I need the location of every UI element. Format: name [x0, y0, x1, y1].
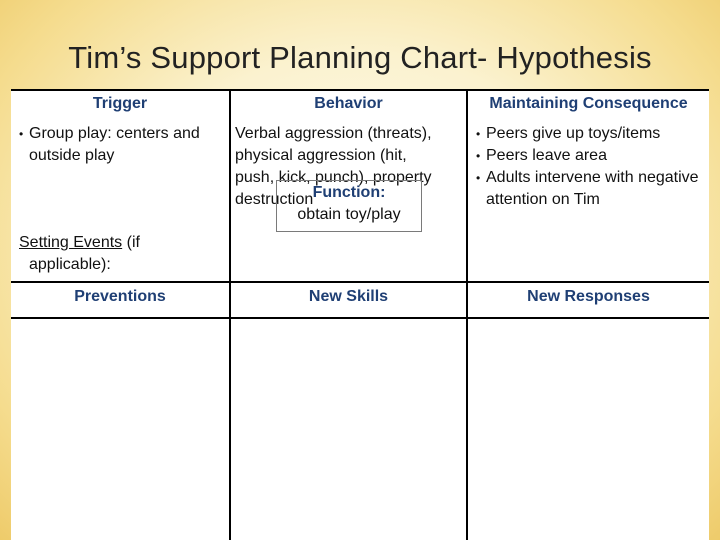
- header-maintaining-consequence: Maintaining Consequence: [489, 95, 688, 112]
- trigger-item-text: Group play: centers and outside play: [29, 125, 200, 164]
- header-preventions: Preventions: [74, 288, 166, 305]
- consequence-list: [476, 123, 706, 211]
- list-item: [476, 145, 706, 167]
- consequence-item-text: Adults intervene with negative attention on Tim: [486, 169, 699, 208]
- setting-events: [19, 232, 140, 276]
- setting-events-suffix: (if: [122, 234, 140, 251]
- table-divider-col-1: [229, 89, 231, 540]
- behavior-line: physical aggression (hit,: [235, 147, 407, 164]
- list-item: [19, 123, 219, 167]
- list-item: [476, 123, 706, 145]
- header-new-skills: New Skills: [308, 288, 389, 305]
- table-header-underline: [11, 317, 709, 319]
- function-value: obtain toy/play: [297, 206, 401, 223]
- setting-events-line2: applicable):: [29, 256, 111, 273]
- behavior-line: Verbal aggression (threats),: [235, 125, 432, 142]
- consequence-item-text: Peers give up toys/items: [486, 125, 661, 142]
- behavior-line: destruction: [235, 191, 314, 208]
- header-new-responses: New Responses: [527, 288, 650, 305]
- consequence-item-text: Peers leave area: [486, 147, 607, 164]
- header-behavior: Behavior: [314, 95, 383, 112]
- table-border-top: [11, 89, 709, 91]
- behavior-line: push, kick, punch), property: [235, 169, 432, 186]
- table-divider-col-2: [466, 89, 468, 540]
- trigger-list: [19, 123, 219, 167]
- page-title: Tim’s Support Planning Chart- Hypothesis: [68, 40, 652, 75]
- function-label: Function:: [312, 184, 386, 201]
- setting-events-label: Setting Events: [19, 234, 123, 251]
- list-item: [476, 167, 706, 211]
- header-trigger: Trigger: [92, 95, 148, 112]
- table-divider-row: [11, 281, 709, 283]
